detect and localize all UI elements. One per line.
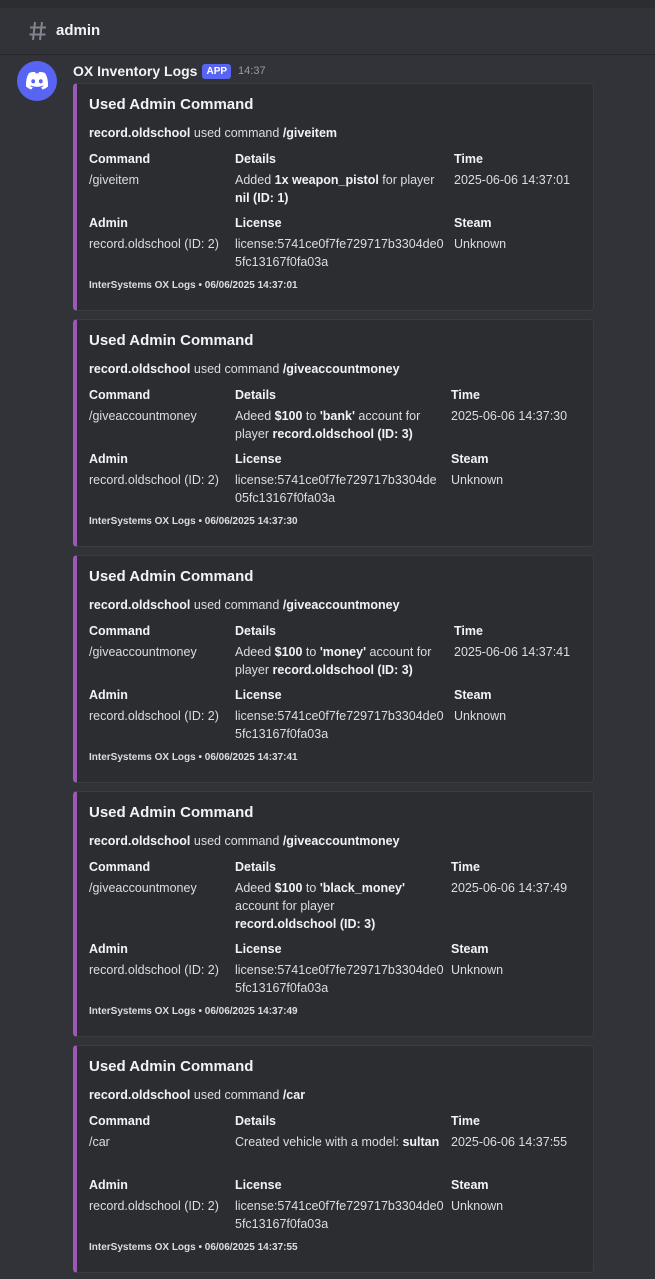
field-value-license: license:5741ce0f7fe729717b3304de05fc13167f0fa03a — [235, 1199, 444, 1231]
embed-footer: InterSystems OX Logs • 06/06/2025 14:37:41 — [89, 752, 298, 763]
details-bold-text: 1x weapon_pistol — [274, 173, 379, 187]
hash-icon — [28, 20, 48, 42]
field-value-time: 2025-06-06 14:37:55 — [451, 1135, 568, 1149]
bot-avatar[interactable] — [17, 61, 57, 101]
field-value-command: /giveaccountmoney — [89, 409, 197, 423]
field-value-license: license:5741ce0f7fe729717b3304de05fc13167f0fa03a — [235, 473, 437, 505]
details-bold-text: 'black_money' — [319, 881, 405, 895]
desc-command: /car — [282, 1088, 306, 1102]
field-name-details: Details — [235, 860, 276, 874]
embed-description — [89, 834, 400, 848]
field-name-admin: Admin — [89, 216, 128, 230]
embed-footer: InterSystems OX Logs • 06/06/2025 14:37:49 — [89, 1006, 298, 1017]
field-name-time: Time — [454, 624, 483, 638]
desc-user: record.oldschool — [89, 834, 191, 848]
desc-user: record.oldschool — [89, 362, 191, 376]
bot-username[interactable]: OX Inventory Logs — [73, 63, 198, 79]
desc-command: /giveitem — [282, 126, 338, 140]
details-text: account for player — [235, 409, 421, 441]
field-name-time: Time — [451, 388, 480, 402]
field-value-time: 2025-06-06 14:37:01 — [454, 173, 571, 187]
field-value-time: 2025-06-06 14:37:30 — [451, 409, 568, 423]
log-embed — [73, 1045, 594, 1273]
embed-footer: InterSystems OX Logs • 06/06/2025 14:37:55 — [89, 1242, 298, 1253]
field-name-steam: Steam — [451, 452, 489, 466]
field-value-time: 2025-06-06 14:37:49 — [451, 881, 568, 895]
field-name-command: Command — [89, 388, 151, 402]
details-text: Created vehicle with a model: — [235, 1135, 403, 1149]
field-name-command: Command — [89, 1114, 151, 1128]
field-name-details: Details — [235, 1114, 276, 1128]
field-name-details: Details — [235, 624, 276, 638]
field-name-license: License — [235, 452, 282, 466]
field-value-license: license:5741ce0f7fe729717b3304de05fc13167f0fa03a — [235, 237, 444, 269]
desc-text: used command — [190, 126, 283, 140]
field-name-steam: Steam — [451, 1178, 489, 1192]
field-value-steam: Unknown — [451, 963, 504, 977]
field-name-command: Command — [89, 860, 151, 874]
details-bold-text: 'money' — [319, 645, 367, 659]
log-embed — [73, 83, 594, 311]
field-name-details: Details — [235, 152, 276, 166]
field-value-license: license:5741ce0f7fe729717b3304de05fc13167f0fa03a — [235, 709, 444, 741]
desc-text: used command — [190, 1088, 283, 1102]
field-name-admin: Admin — [89, 688, 128, 702]
embed-description — [89, 126, 337, 140]
embed-title: Used Admin Command — [89, 1058, 254, 1075]
details-bold-text: $100 — [274, 645, 303, 659]
field-value-admin: record.oldschool (ID: 2) — [89, 709, 219, 723]
field-name-license: License — [235, 216, 282, 230]
window-top-strip — [0, 0, 655, 8]
field-name-license: License — [235, 1178, 282, 1192]
details-bold-text: $100 — [274, 881, 303, 895]
field-name-admin: Admin — [89, 452, 128, 466]
channel-name: admin — [56, 22, 101, 39]
embed-description — [89, 598, 400, 612]
embed-title: Used Admin Command — [89, 804, 254, 821]
field-name-steam: Steam — [451, 942, 489, 956]
desc-user: record.oldschool — [89, 1088, 191, 1102]
field-value-details — [235, 643, 451, 679]
field-value-admin: record.oldschool (ID: 2) — [89, 963, 219, 977]
desc-text: used command — [190, 834, 283, 848]
field-value-command: /giveaccountmoney — [89, 881, 197, 895]
field-value-steam: Unknown — [454, 237, 507, 251]
details-text: Adeed — [235, 645, 275, 659]
details-text: to — [302, 645, 320, 659]
field-name-command: Command — [89, 624, 151, 638]
field-value-admin: record.oldschool (ID: 2) — [89, 473, 219, 487]
embed-footer: InterSystems OX Logs • 06/06/2025 14:37:30 — [89, 516, 298, 527]
details-text: Adeed — [235, 881, 275, 895]
field-name-steam: Steam — [454, 216, 492, 230]
desc-text: used command — [190, 598, 283, 612]
message-header — [73, 62, 266, 80]
desc-command: /giveaccountmoney — [282, 598, 400, 612]
details-text: Added — [235, 173, 275, 187]
field-value-details — [235, 879, 425, 933]
field-name-command: Command — [89, 152, 151, 166]
details-bold-text: 'bank' — [319, 409, 355, 423]
details-bold-text: record.oldschool (ID: 3) — [272, 427, 413, 441]
details-text: to — [302, 409, 320, 423]
field-value-time: 2025-06-06 14:37:41 — [454, 645, 571, 659]
field-value-command: /giveaccountmoney — [89, 645, 197, 659]
field-value-steam: Unknown — [451, 473, 504, 487]
details-bold-text: record.oldschool (ID: 3) — [235, 917, 376, 931]
details-text: for player — [378, 173, 435, 187]
details-text: to — [302, 881, 320, 895]
field-name-admin: Admin — [89, 1178, 128, 1192]
field-value-command: /giveitem — [89, 173, 140, 187]
details-bold-text: nil (ID: 1) — [235, 191, 289, 205]
details-text: account for player — [235, 645, 432, 677]
field-value-admin: record.oldschool (ID: 2) — [89, 1199, 219, 1213]
field-name-admin: Admin — [89, 942, 128, 956]
desc-command: /giveaccountmoney — [282, 362, 400, 376]
details-text: account for player — [235, 899, 335, 913]
details-text: Adeed — [235, 409, 275, 423]
field-value-admin: record.oldschool (ID: 2) — [89, 237, 219, 251]
log-embed — [73, 319, 594, 547]
desc-command: /giveaccountmoney — [282, 834, 400, 848]
field-value-details — [235, 171, 449, 207]
field-name-time: Time — [454, 152, 483, 166]
field-name-steam: Steam — [454, 688, 492, 702]
field-value-steam: Unknown — [454, 709, 507, 723]
embed-description — [89, 362, 400, 376]
embed-footer: InterSystems OX Logs • 06/06/2025 14:37:01 — [89, 280, 298, 291]
embed-title: Used Admin Command — [89, 568, 254, 585]
log-embed — [73, 791, 594, 1037]
details-bold-text: $100 — [274, 409, 303, 423]
details-bold-text: record.oldschool (ID: 3) — [272, 663, 413, 677]
field-name-time: Time — [451, 1114, 480, 1128]
desc-text: used command — [190, 362, 283, 376]
message-timestamp[interactable]: 14:37 — [238, 65, 266, 77]
field-name-license: License — [235, 942, 282, 956]
desc-user: record.oldschool — [89, 598, 191, 612]
embed-description — [89, 1088, 305, 1102]
app-badge: APP — [202, 64, 231, 79]
field-name-details: Details — [235, 388, 276, 402]
field-name-time: Time — [451, 860, 480, 874]
channel-header — [0, 8, 655, 55]
embed-title: Used Admin Command — [89, 96, 254, 113]
details-bold-text: sultan — [402, 1135, 440, 1149]
field-value-details — [235, 407, 449, 443]
discord-logo-icon — [24, 71, 50, 91]
embed-title: Used Admin Command — [89, 332, 254, 349]
field-name-license: License — [235, 688, 282, 702]
field-value-steam: Unknown — [451, 1199, 504, 1213]
field-value-details — [235, 1133, 449, 1151]
field-value-license: license:5741ce0f7fe729717b3304de05fc13167f0fa03a — [235, 963, 444, 995]
field-value-command: /car — [89, 1135, 110, 1149]
log-embed — [73, 555, 594, 783]
desc-user: record.oldschool — [89, 126, 191, 140]
